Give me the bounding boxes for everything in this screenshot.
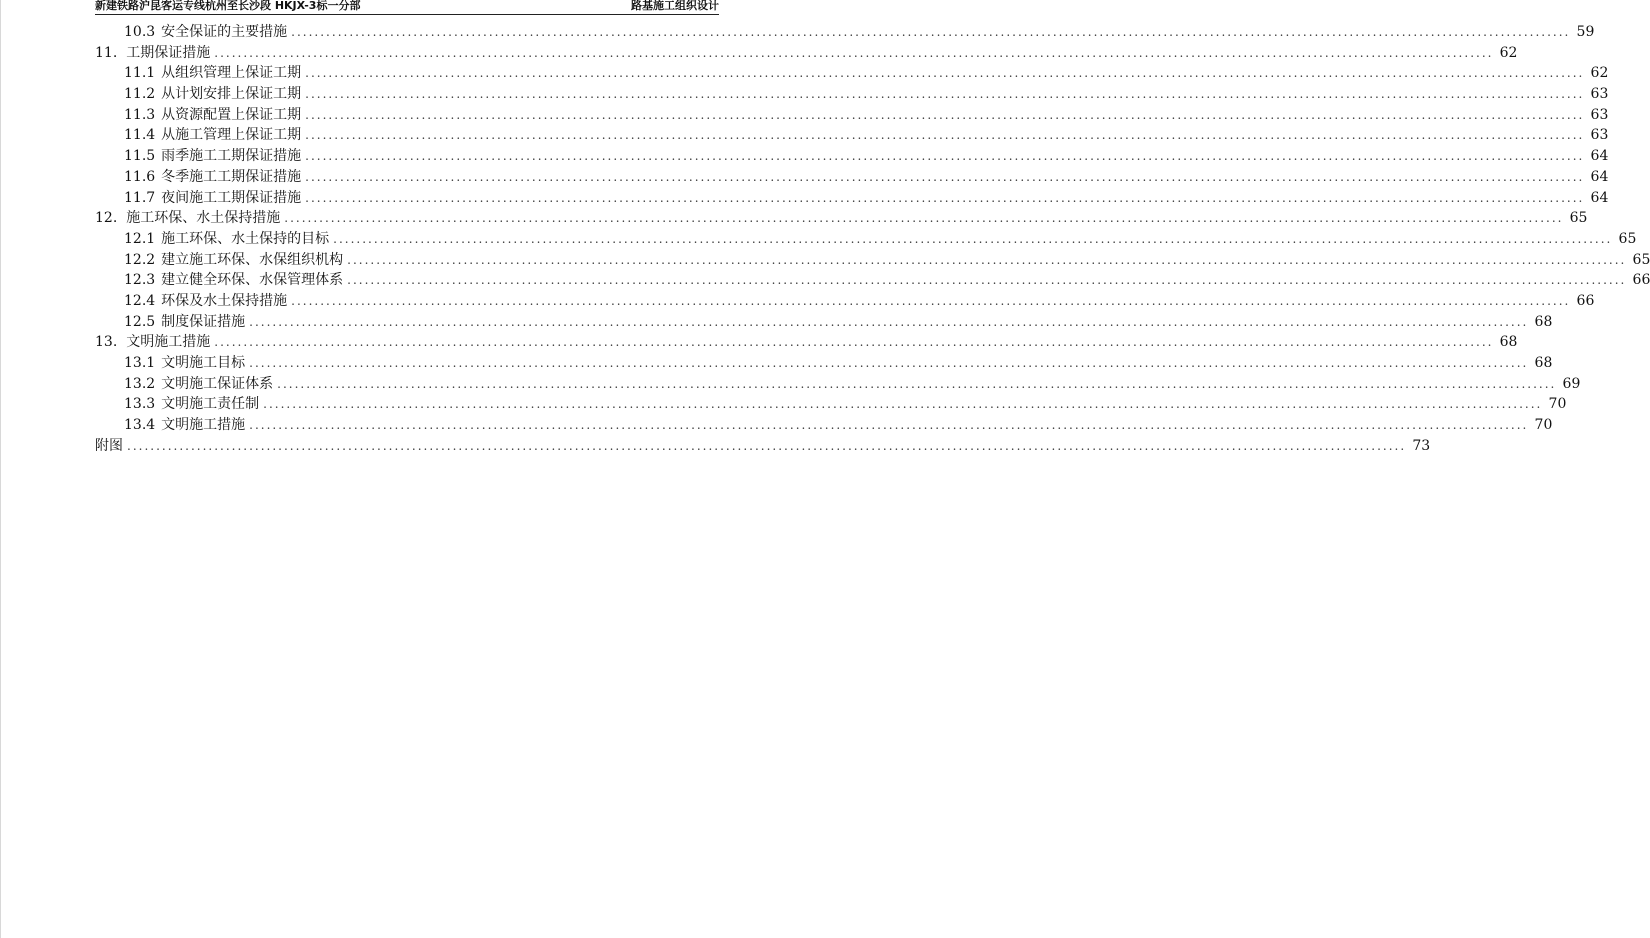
- toc-entry-page-number: 68: [1499, 334, 1518, 351]
- toc-entry-title: 施工环保、水土保持的目标: [161, 230, 330, 247]
- toc-entry[interactable]: [95, 353, 1553, 374]
- toc-entry-page-number: 70: [1548, 396, 1567, 413]
- toc-dot-leader: ............................................................................................................................................................................................................................: [305, 169, 1585, 184]
- toc-entry-title: 施工环保、水土保持措施: [126, 210, 281, 227]
- toc-dot-leader: ............................................................................................................................................................................................................................: [347, 273, 1627, 288]
- toc-entry-number: 13.1: [124, 355, 156, 371]
- table-of-contents: [95, 22, 1650, 456]
- toc-entry[interactable]: [95, 374, 1581, 395]
- toc-entry-number: 11.3: [124, 106, 156, 123]
- header-document-title: 路基施工组织设计: [631, 0, 719, 12]
- toc-entry-page-number: 63: [1590, 106, 1609, 123]
- toc-entry[interactable]: [95, 415, 1553, 436]
- toc-entry-page-number: 69: [1562, 375, 1581, 392]
- toc-entry-title: 冬季施工工期保证措施: [161, 168, 302, 185]
- toc-dot-leader: ............................................................................................................................................................................................................................: [305, 107, 1585, 122]
- toc-entry-title: 建立健全环保、水保管理体系: [161, 272, 344, 289]
- page-edge: [0, 0, 1, 938]
- toc-entry[interactable]: [95, 84, 1609, 105]
- toc-entry[interactable]: [95, 188, 1609, 209]
- toc-entry[interactable]: [95, 146, 1609, 167]
- toc-entry-number: 13.2: [124, 375, 156, 392]
- toc-entry-page-number: 63: [1590, 86, 1609, 103]
- toc-dot-leader: ............................................................................................................................................................................................................................: [249, 418, 1529, 433]
- toc-entry-number: 13.4: [124, 417, 156, 434]
- toc-entry-title: 从计划安排上保证工期: [161, 86, 302, 103]
- toc-entry-page-number: 66: [1576, 292, 1595, 309]
- toc-entry-title: 夜间施工工期保证措施: [161, 189, 302, 206]
- toc-dot-leader: ............................................................................................................................................................................................................................: [305, 66, 1585, 81]
- toc-entry-title: 从施工管理上保证工期: [161, 127, 302, 144]
- toc-entry-page-number: 63: [1590, 127, 1609, 144]
- toc-entry-title: 文明施工措施: [161, 417, 246, 434]
- toc-dot-leader: ............................................................................................................................................................................................................................: [127, 438, 1407, 453]
- toc-dot-leader: ............................................................................................................................................................................................................................: [291, 293, 1571, 308]
- toc-dot-leader: ............................................................................................................................................................................................................................: [305, 149, 1585, 164]
- toc-entry-number: 12.5: [124, 313, 156, 330]
- toc-entry-title: 环保及水土保持措施: [161, 292, 288, 309]
- toc-dot-leader: ............................................................................................................................................................................................................................: [284, 211, 1564, 226]
- toc-dot-leader: ............................................................................................................................................................................................................................: [263, 397, 1543, 412]
- toc-entry-number: 11.2: [124, 86, 156, 103]
- toc-entry[interactable]: [95, 167, 1609, 188]
- toc-entry-title: 建立施工环保、水保组织机构: [161, 251, 344, 268]
- toc-entry-number: 12.1: [124, 230, 156, 247]
- toc-entry-page-number: 62: [1499, 44, 1518, 61]
- toc-entry-page-number: 70: [1534, 417, 1553, 434]
- toc-entry-number: 11.1: [124, 65, 156, 82]
- toc-entry-page-number: 59: [1576, 24, 1595, 40]
- toc-entry-title: 安全保证的主要措施: [161, 24, 288, 40]
- toc-entry-title: 从组织管理上保证工期: [161, 65, 302, 82]
- toc-entry-title: 文明施工责任制: [161, 396, 260, 413]
- toc-entry[interactable]: [95, 208, 1588, 229]
- toc-entry-number: 13.3: [124, 396, 156, 413]
- header-project-title: 新建铁路沪昆客运专线杭州至长沙段 HKJX-3标一分部: [95, 0, 361, 12]
- toc-entry-number: 12.: [95, 210, 118, 227]
- toc-entry-number: 11.6: [124, 168, 156, 185]
- toc-dot-leader: ............................................................................................................................................................................................................................: [347, 252, 1627, 267]
- toc-entry-page-number: 73: [1412, 437, 1431, 454]
- page-header: [95, 0, 719, 15]
- toc-entry-title: 文明施工措施: [126, 334, 211, 351]
- toc-entry-page-number: 64: [1590, 148, 1609, 165]
- toc-entry-title: 文明施工目标: [161, 355, 246, 371]
- toc-entry-number: 12.3: [124, 272, 156, 289]
- toc-entry[interactable]: [95, 312, 1553, 333]
- toc-entry[interactable]: [95, 43, 1518, 64]
- toc-entry-page-number: 64: [1590, 189, 1609, 206]
- toc-entry-page-number: 68: [1534, 313, 1553, 330]
- toc-entry[interactable]: [95, 394, 1567, 415]
- toc-entry-title: 雨季施工工期保证措施: [161, 148, 302, 165]
- toc-entry[interactable]: [95, 250, 1650, 271]
- toc-entry[interactable]: [95, 229, 1637, 250]
- toc-entry[interactable]: [95, 125, 1609, 146]
- toc-dot-leader: ............................................................................................................................................................................................................................: [333, 231, 1613, 246]
- toc-entry-title: 工期保证措施: [126, 44, 211, 61]
- toc-entry-number: 11.: [95, 44, 118, 61]
- toc-entry-page-number: 62: [1590, 65, 1609, 82]
- toc-entry[interactable]: [95, 291, 1595, 312]
- toc-entry[interactable]: [95, 63, 1609, 84]
- toc-entry-number: 12.2: [124, 251, 156, 268]
- toc-entry-page-number: 65: [1618, 230, 1637, 247]
- toc-entry-page-number: 65: [1569, 210, 1588, 227]
- toc-entry-page-number: 65: [1632, 251, 1650, 268]
- toc-entry[interactable]: [95, 270, 1650, 291]
- toc-dot-leader: ............................................................................................................................................................................................................................: [214, 335, 1494, 350]
- toc-entry[interactable]: [95, 22, 1595, 43]
- toc-entry-page-number: 66: [1632, 272, 1650, 289]
- toc-dot-leader: ............................................................................................................................................................................................................................: [249, 356, 1529, 370]
- toc-entry-number: 13.: [95, 334, 118, 351]
- toc-entry-number: 11.5: [124, 148, 156, 165]
- toc-dot-leader: ............................................................................................................................................................................................................................: [277, 376, 1557, 391]
- toc-dot-leader: ............................................................................................................................................................................................................................: [249, 314, 1529, 329]
- toc-entry[interactable]: [95, 436, 1431, 457]
- toc-entry-page-number: 68: [1534, 355, 1553, 371]
- toc-entry-title: 文明施工保证体系: [161, 375, 274, 392]
- toc-entry-number: 11.7: [124, 189, 156, 206]
- toc-entry-page-number: 64: [1590, 168, 1609, 185]
- toc-dot-leader: ............................................................................................................................................................................................................................: [214, 45, 1494, 60]
- toc-entry-title: 从资源配置上保证工期: [161, 106, 302, 123]
- toc-entry-number: 10.3: [124, 24, 156, 40]
- toc-entry[interactable]: [95, 332, 1518, 353]
- toc-entry-number: 11.4: [124, 127, 156, 144]
- toc-entry-number: 12.4: [124, 292, 156, 309]
- toc-dot-leader: ............................................................................................................................................................................................................................: [305, 87, 1585, 102]
- toc-dot-leader: ............................................................................................................................................................................................................................: [305, 190, 1585, 205]
- toc-entry[interactable]: [95, 105, 1609, 126]
- toc-entry-title: 附图: [95, 437, 123, 454]
- toc-dot-leader: ............................................................................................................................................................................................................................: [291, 25, 1571, 39]
- toc-entry-title: 制度保证措施: [161, 313, 246, 330]
- toc-dot-leader: ............................................................................................................................................................................................................................: [305, 128, 1585, 143]
